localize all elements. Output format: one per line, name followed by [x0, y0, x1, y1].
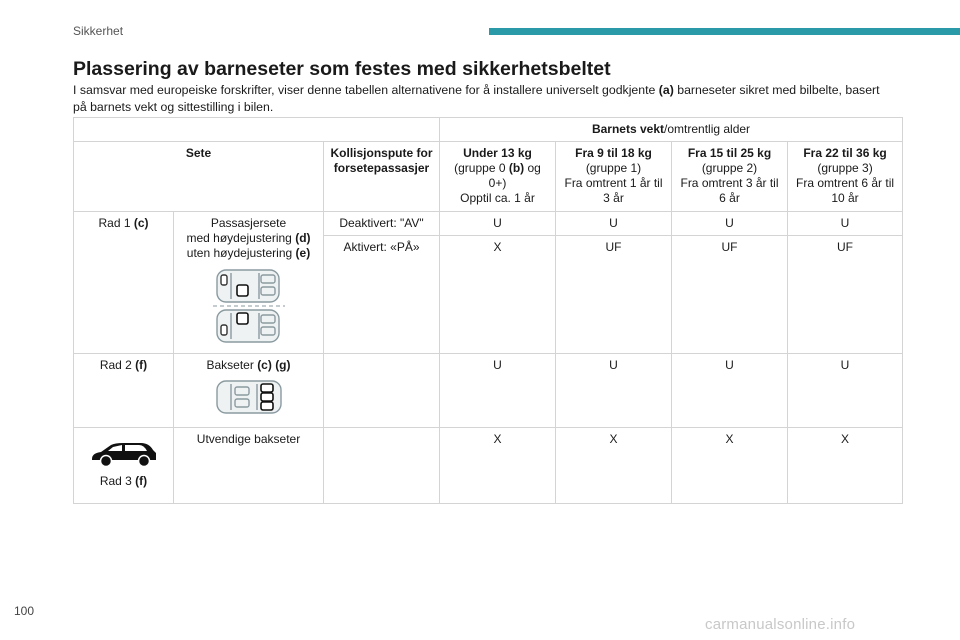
table-cell: U [556, 354, 672, 428]
group-0-header: Under 13 kg (gruppe 0 (b) og 0+) Opptil ca. 1 år [440, 142, 556, 212]
table-cell: X [440, 236, 556, 354]
table-cell: U [788, 212, 903, 236]
table-cell: X [556, 428, 672, 504]
table-cell: U [440, 354, 556, 428]
table-cell: UF [788, 236, 903, 354]
table-cell: U [672, 354, 788, 428]
page-number: 100 [14, 604, 35, 618]
table-cell: U [440, 212, 556, 236]
table-cell [324, 428, 440, 504]
row1-airbag-on: Aktivert: «PÅ» [324, 236, 440, 354]
front-seat-diagram-icon [211, 267, 287, 343]
column-header-row [74, 142, 903, 212]
table-cell [324, 354, 440, 428]
weight-header: Barnets vekt/omtrentlig alder [440, 118, 903, 142]
row1-airbag-off: Deaktivert: "AV" [324, 212, 440, 236]
car-side-icon [89, 440, 159, 468]
header-accent-bar [489, 28, 960, 35]
row2-seat: Bakseter (c) (g) [174, 354, 324, 428]
child-seat-table [73, 117, 903, 504]
row1-seat: Passasjersete med høydejustering (d) uten høydejustering (e) [174, 212, 324, 354]
row2-label: Rad 2 (f) [74, 354, 174, 428]
table-cell: U [672, 212, 788, 236]
table-cell: X [440, 428, 556, 504]
group-2-header: Fra 15 til 25 kg (gruppe 2) Fra omtrent 3 år til 6 år [672, 142, 788, 212]
table-cell: U [788, 354, 903, 428]
group-3-header: Fra 22 til 36 kg (gruppe 3) Fra omtrent 6 år til 10 år [788, 142, 903, 212]
table-cell: U [556, 212, 672, 236]
row1-label: Rad 1 (c) [74, 212, 174, 354]
table-cell: X [672, 428, 788, 504]
table-row [74, 212, 903, 236]
page-title: Plassering av barneseter som festes med sikkerhetsbeltet [73, 58, 611, 80]
table-cell: UF [672, 236, 788, 354]
table-cell: UF [556, 236, 672, 354]
group-1-header: Fra 9 til 18 kg (gruppe 1) Fra omtrent 1 år til 3 år [556, 142, 672, 212]
watermark: carmanualsonline.info [705, 616, 856, 633]
weight-header-row [74, 118, 903, 142]
rear-seat-diagram-icon [213, 379, 285, 415]
section-label: Sikkerhet [73, 24, 124, 38]
col-seat-header: Sete [74, 142, 324, 212]
table-row [74, 428, 903, 504]
table-row [74, 354, 903, 428]
intro-paragraph: I samsvar med europeiske forskrifter, viser denne tabellen alternativene for å installere universelt godkjente (a) barneseter sikret med bilbelte, basert på barnets vekt og sittestilling i bilen. [73, 83, 880, 114]
row3-seat: Utvendige bakseter [174, 428, 324, 504]
row3-label: Rad 3 (f) [74, 428, 174, 504]
table-cell: X [788, 428, 903, 504]
col-airbag-header: Kollisjonspute for forsetepassasjer [324, 142, 440, 212]
